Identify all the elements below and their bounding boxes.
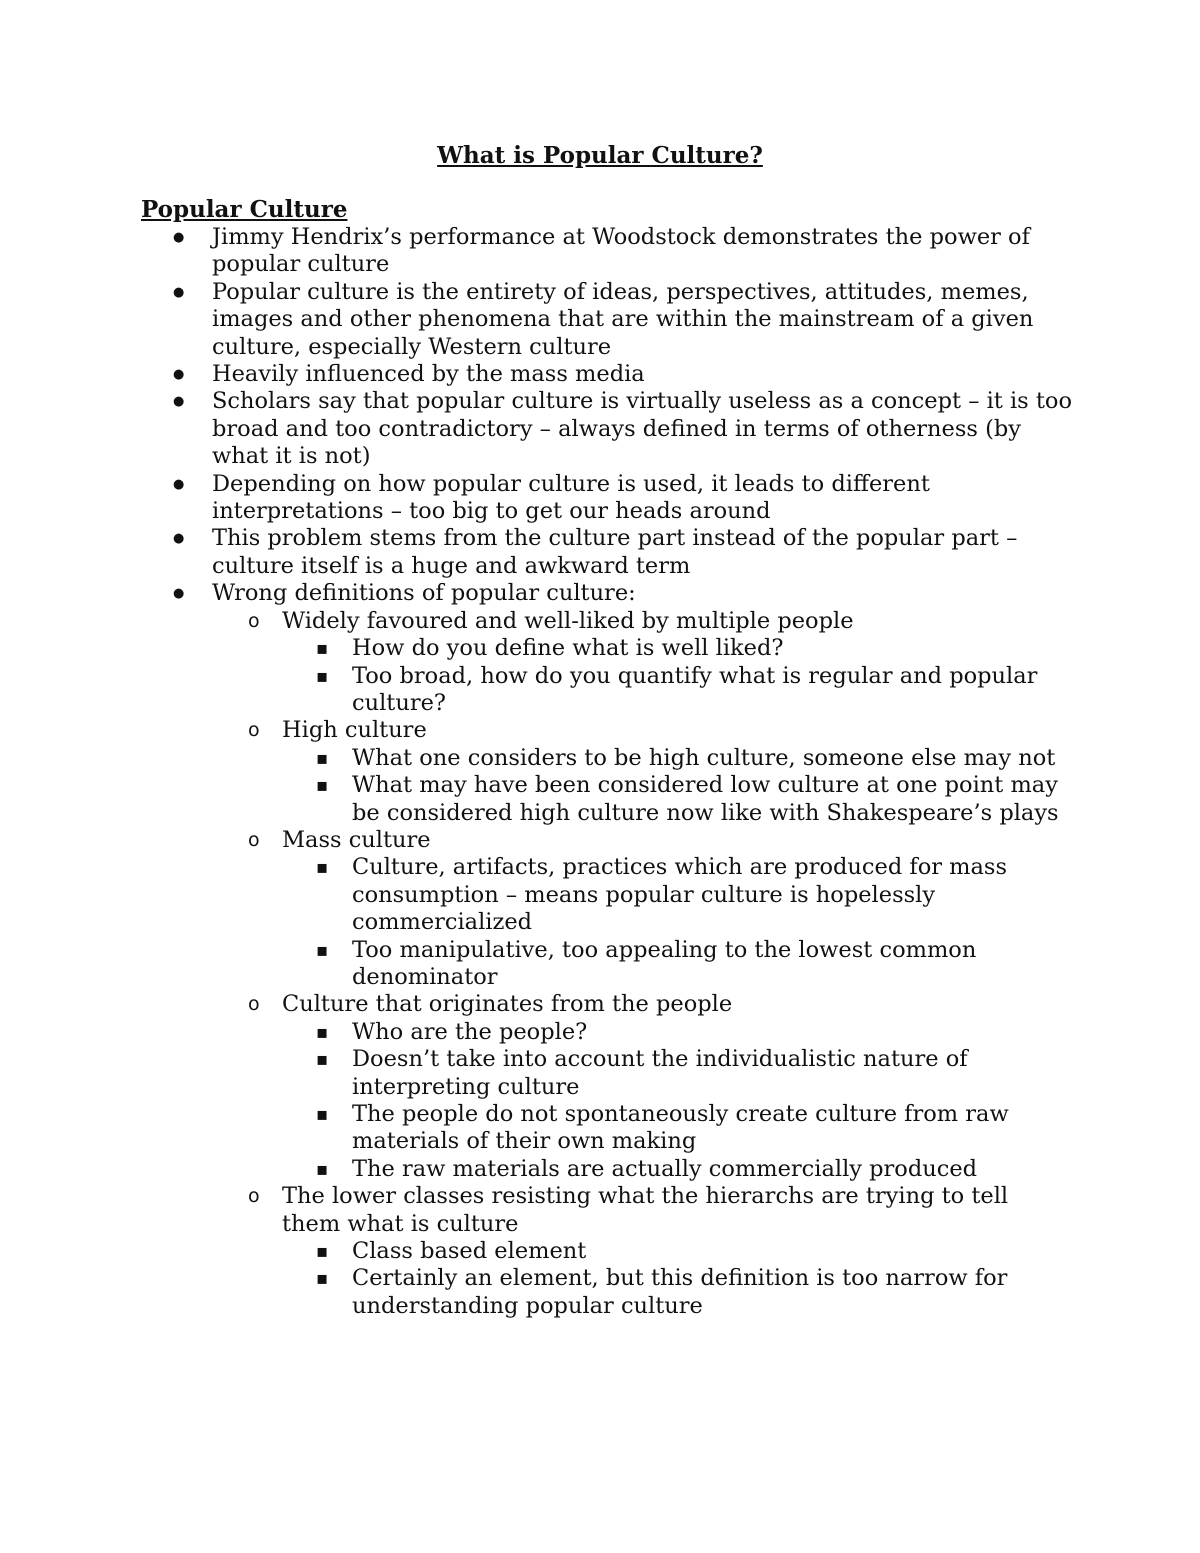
definition-points xyxy=(282,854,1072,991)
definitions-list xyxy=(212,608,1072,1321)
definition-point xyxy=(352,937,1072,992)
definition-point-text: The raw materials are actually commercially produced xyxy=(352,1155,978,1182)
list-item-text: Depending on how popular culture is used, it leads to different interpretations – too big to get our heads around xyxy=(212,470,930,525)
definition-point-text: Who are the people? xyxy=(352,1018,588,1045)
definition-point-text: What one considers to be high culture, someone else may not xyxy=(352,744,1056,771)
definition-point-text: Certainly an element, but this definition is too narrow for understanding popular culture xyxy=(352,1265,1008,1319)
list-item xyxy=(0,525,1072,580)
definition-point xyxy=(352,1156,1072,1183)
list-item-text: This problem stems from the culture part instead of the popular part – culture itself is a huge and awkward term xyxy=(212,525,1018,579)
list-item xyxy=(0,471,1072,526)
section-heading: Popular Culture xyxy=(141,196,348,223)
definition-point xyxy=(352,663,1072,718)
definition-point-text: Too manipulative, too appealing to the lowest common denominator xyxy=(352,936,977,990)
definition-points xyxy=(282,745,1072,827)
definition-point-text: Doesn’t take into account the individualistic nature of interpreting culture xyxy=(352,1046,968,1100)
definition-item xyxy=(282,1183,1072,1320)
definition-label: Widely favoured and well-liked by multiple people xyxy=(282,607,854,634)
list-item xyxy=(0,361,1072,388)
definition-point xyxy=(352,1265,1072,1320)
definition-point xyxy=(352,1019,1072,1046)
definition-item xyxy=(282,991,1072,1183)
list-item xyxy=(0,224,1072,279)
definition-point xyxy=(352,1046,1072,1101)
definition-item xyxy=(282,608,1072,718)
definition-point xyxy=(352,1101,1072,1156)
list-item-text: Jimmy Hendrix’s performance at Woodstock demonstrates the power of popular culture xyxy=(212,224,1030,278)
definition-label: The lower classes resisting what the hierarchs are trying to tell them what is culture xyxy=(282,1183,1009,1237)
definition-points xyxy=(282,1019,1072,1183)
definition-item xyxy=(282,717,1072,827)
definition-point-text: How do you define what is well liked? xyxy=(352,635,784,662)
list-item-text: Heavily influenced by the mass media xyxy=(212,361,645,388)
definition-point-text: Culture, artifacts, practices which are produced for mass consumption – means popular culture is hopelessly commercialized xyxy=(352,854,1008,936)
list-item-text: Wrong definitions of popular culture: xyxy=(212,580,636,607)
list-item-text: Popular culture is the entirety of ideas, perspectives, attitudes, memes, images and other phenomena that are within the mainstream of a given culture, especially Western culture xyxy=(212,278,1034,360)
definition-point xyxy=(352,854,1072,936)
list-item xyxy=(0,580,1072,1320)
definition-point-text: Too broad, how do you quantify what is regular and popular culture? xyxy=(352,662,1038,716)
document-title: What is Popular Culture? xyxy=(437,142,763,169)
definition-point xyxy=(352,635,1072,662)
list-item xyxy=(0,279,1072,361)
definition-point xyxy=(352,772,1072,827)
definition-points xyxy=(282,1238,1072,1320)
definition-point xyxy=(352,1238,1072,1265)
bullet-list xyxy=(0,224,1200,1320)
definition-label: Culture that originates from the people xyxy=(282,991,733,1018)
definition-label: Mass culture xyxy=(282,826,431,853)
definition-label: High culture xyxy=(282,717,427,744)
list-item-text: Scholars say that popular culture is virtually useless as a concept – it is too broad and too contradictory – always defined in terms of otherness (by what it is not) xyxy=(212,388,1073,470)
list-item xyxy=(0,388,1072,470)
definition-point xyxy=(352,745,1072,772)
definition-point-text: The people do not spontaneously create culture from raw materials of their own making xyxy=(352,1101,1009,1155)
definition-points xyxy=(282,635,1072,717)
definition-point-text: Class based element xyxy=(352,1238,587,1265)
definition-point-text: What may have been considered low culture at one point may be considered high culture now like with Shakespeare’s plays xyxy=(352,772,1059,826)
definition-item xyxy=(282,827,1072,991)
